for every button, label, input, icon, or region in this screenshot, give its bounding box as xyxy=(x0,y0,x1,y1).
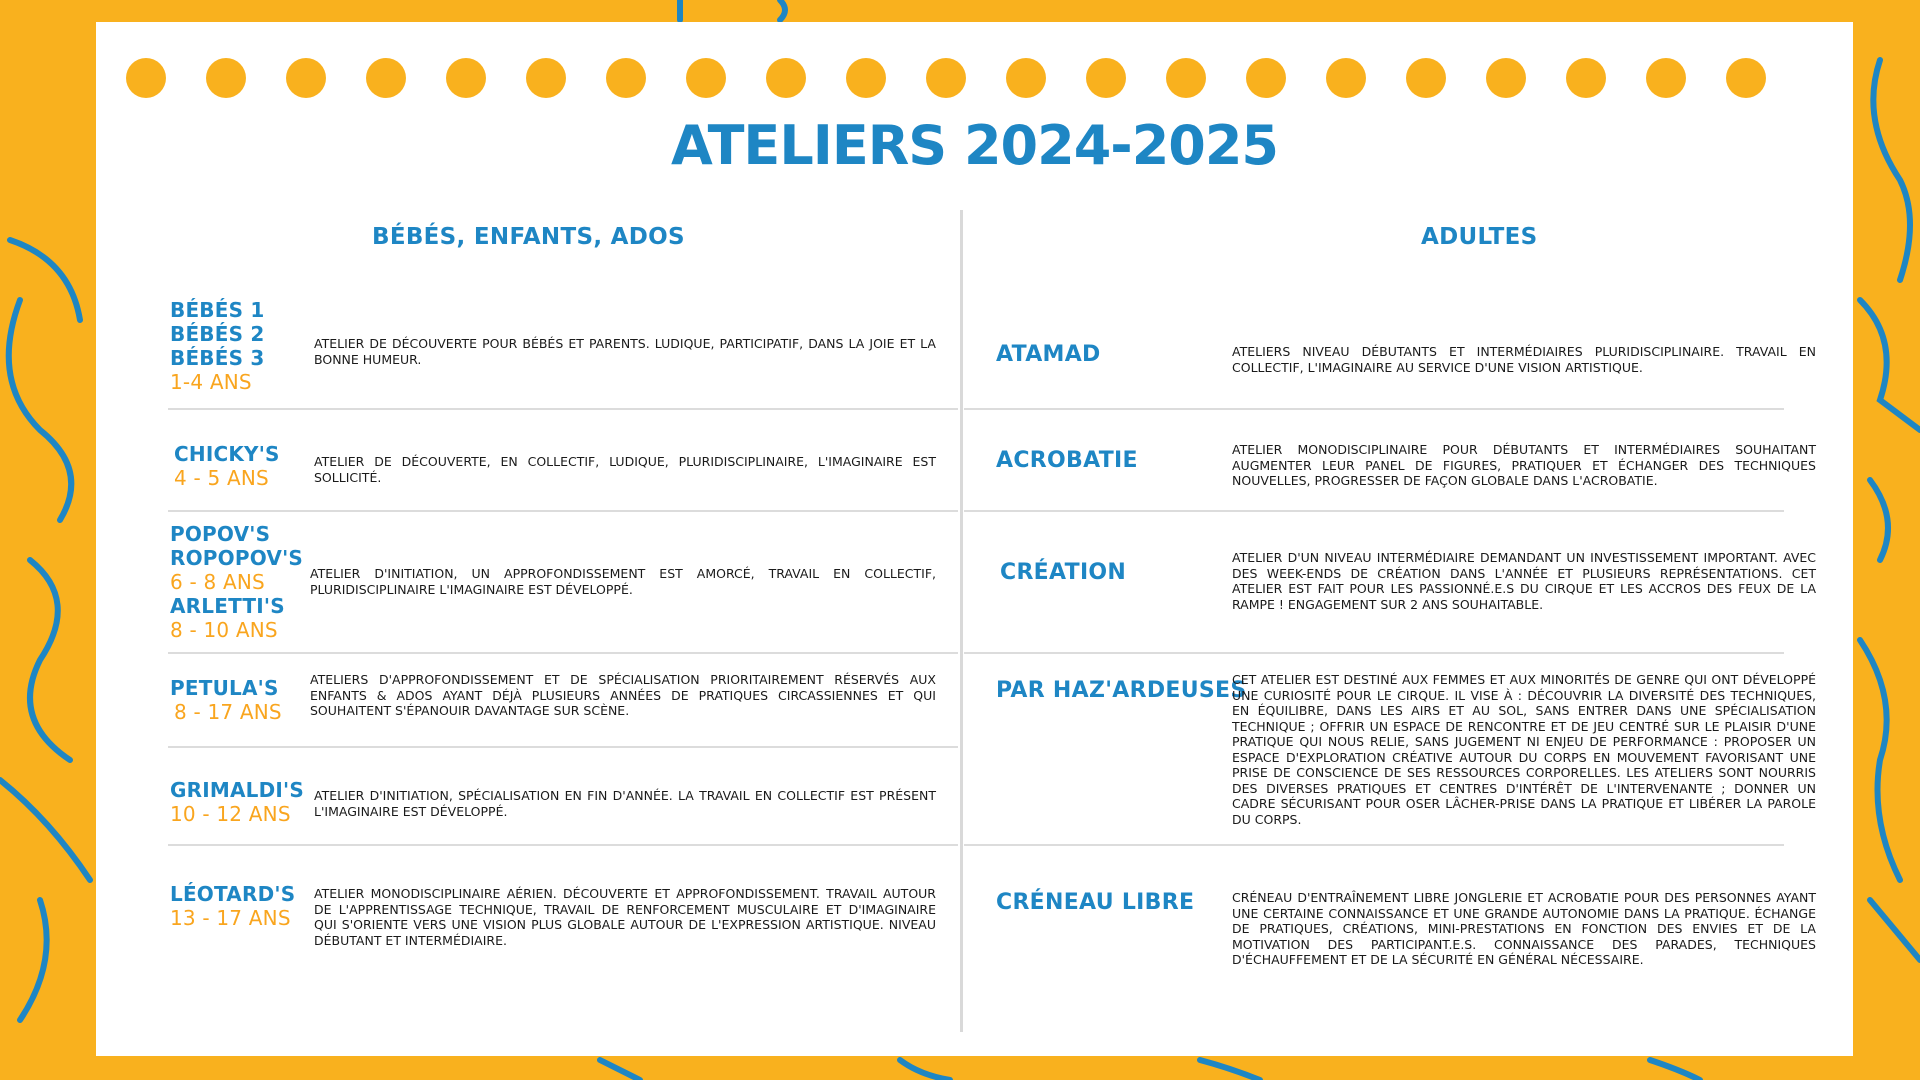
left-column-header: BÉBÉS, ENFANTS, ADOS xyxy=(372,224,685,250)
binder-dot xyxy=(766,58,806,98)
column-divider xyxy=(960,210,963,1032)
workshop-description: ATELIER DE DÉCOUVERTE POUR BÉBÉS ET PARENTS. LUDIQUE, PARTICIPATIF, DANS LA JOIE ET LA BONNE HUMEUR. xyxy=(314,336,936,367)
age-range: 4 - 5 ANS xyxy=(174,466,269,490)
workshop-name: PAR HAZ'ARDEUSES xyxy=(996,678,1247,703)
workshop-description: ATELIER D'INITIATION, SPÉCIALISATION EN FIN D'ANNÉE. LA TRAVAIL EN COLLECTIF EST PRÉSENT L'IMAGINAIRE EST DÉVELOPPÉ. xyxy=(314,788,936,819)
workshop-name xyxy=(170,522,303,642)
workshop-name-line: CHICKY'S xyxy=(174,442,280,466)
binder-dots xyxy=(126,58,1826,100)
binder-dot xyxy=(926,58,966,98)
binder-dot xyxy=(606,58,646,98)
schedule-card xyxy=(96,22,1853,1056)
workshop-description: CET ATELIER EST DESTINÉ AUX FEMMES ET AUX MINORITÉS DE GENRE QUI ONT DÉVELOPPÉ UNE CURIOSITÉ POUR LE CIRQUE. IL VISE À : DÉCOUVRIR LA DIVERSITÉ DES TECHNIQUES, EN ÉQUILIBRE, DANS LES AIRS ET AU SOL, SANS ENTRER DANS UNE SPÉCIALISATION TECHNIQUE ; OFFRIR UN ESPACE DE RENCONTRE ET DE JEU CENTRÉ SUR LE PLAISIR D'UNE PRATIQUE QUI NOUS RELIE, SANS JUGEMENT NI ENJEU DE PERFORMANCE : PROPOSER UN ESPACE D'EXPLORATION CRÉATIVE AUTOUR DU CORPS EN MOUVEMENT FAVORISANT UNE PRISE DE CONSCIENCE DE SES RESSOURCES CORPORELLES. LES ATELIERS SONT NOURRIS DES DIVERSES PRATIQUES ET CENTRES D'INTÉRÊT DE L'INTERVENANTE ; DONNER UN CADRE SÉCURISANT POUR OSER LÂCHER-PRISE DANS LA PRATIQUE ET LIBÉRER LA PAROLE DU CORPS. xyxy=(1232,672,1816,827)
workshop-name-line: PETULA'S xyxy=(170,676,279,700)
row-divider xyxy=(168,510,958,512)
workshop-name xyxy=(170,882,295,930)
row-divider xyxy=(168,652,958,654)
binder-dot xyxy=(1246,58,1286,98)
workshop-name xyxy=(170,298,265,394)
workshop-description: ATELIER D'INITIATION, UN APPROFONDISSEMENT EST AMORCÉ, TRAVAIL EN COLLECTIF, PLURIDISCIPLINAIRE L'IMAGINAIRE EST DÉVELOPPÉ. xyxy=(310,566,936,597)
workshop-name: CRÉATION xyxy=(1000,560,1127,585)
binder-dot xyxy=(686,58,726,98)
row-divider xyxy=(168,408,958,410)
binder-dot xyxy=(126,58,166,98)
binder-dot xyxy=(526,58,566,98)
binder-dot xyxy=(366,58,406,98)
workshop-description: ATELIER DE DÉCOUVERTE, EN COLLECTIF, LUDIQUE, PLURIDISCIPLINAIRE, L'IMAGINAIRE EST SOLLICITÉ. xyxy=(314,454,936,485)
workshop-name xyxy=(174,442,280,490)
binder-dot xyxy=(846,58,886,98)
binder-dot xyxy=(446,58,486,98)
binder-dot xyxy=(1086,58,1126,98)
workshop-name-line: BÉBÉS 1 xyxy=(170,298,265,322)
binder-dot xyxy=(1326,58,1366,98)
workshop-name-line: LÉOTARD'S xyxy=(170,882,296,906)
workshop-description: CRÉNEAU D'ENTRAÎNEMENT LIBRE JONGLERIE ET ACROBATIE POUR DES PERSONNES AYANT UNE CERTAINE CONNAISSANCE ET UNE GRANDE AUTONOMIE DANS LA PRATIQUE. ÉCHANGE DE PRATIQUES, CRÉATIONS, MINI-PRESTATIONS EN FONCTION DES ENVIES ET DE LA MOTIVATION DES PARTICIPANT.E.S. CONNAISSANCE DES PARADES, TECHNIQUES D'ÉCHAUFFEMENT ET DE LA SÉCURITÉ EN GÉNÉRAL NÉCESSAIRE. xyxy=(1232,890,1816,967)
age-range: 8 - 17 ANS xyxy=(174,700,282,724)
workshop-name xyxy=(170,778,304,826)
workshop-name-line: BÉBÉS 3 xyxy=(170,346,265,370)
row-divider xyxy=(964,408,1784,410)
binder-dot xyxy=(1406,58,1446,98)
binder-dot xyxy=(286,58,326,98)
row-divider xyxy=(168,746,958,748)
age-range: 1-4 ANS xyxy=(170,370,252,394)
age-range: 6 - 8 ANS xyxy=(170,570,265,594)
row-divider xyxy=(168,844,958,846)
binder-dot xyxy=(1566,58,1606,98)
workshop-description: ATELIERS NIVEAU DÉBUTANTS ET INTERMÉDIAIRES PLURIDISCIPLINAIRE. TRAVAIL EN COLLECTIF, L'IMAGINAIRE AU SERVICE D'UNE VISION ARTISTIQUE. xyxy=(1232,344,1816,375)
workshop-name-line: POPOV'S xyxy=(170,522,271,546)
row-divider xyxy=(964,652,1784,654)
row-divider xyxy=(964,844,1784,846)
workshop-description: ATELIER MONODISCIPLINAIRE POUR DÉBUTANTS ET INTERMÉDIAIRES SOUHAITANT AUGMENTER LEUR PANEL DE FIGURES, PRATIQUER ET ÉCHANGER DES TECHNIQUES NOUVELLES, PROGRESSER DE FAÇON GLOBALE DANS L'ACROBATIE. xyxy=(1232,442,1816,488)
age-range: 13 - 17 ANS xyxy=(170,906,291,930)
binder-dot xyxy=(1166,58,1206,98)
workshop-name-line: BÉBÉS 2 xyxy=(170,322,265,346)
page-title: ATELIERS 2024-2025 xyxy=(671,114,1278,177)
workshop-name-line: GRIMALDI'S xyxy=(170,778,304,802)
right-column-header: ADULTES xyxy=(1421,224,1538,250)
workshop-name: ATAMAD xyxy=(996,342,1101,367)
binder-dot xyxy=(1646,58,1686,98)
binder-dot xyxy=(206,58,246,98)
age-range: 10 - 12 ANS xyxy=(170,802,291,826)
workshop-name-line: ROPOPOV'S xyxy=(170,546,303,570)
row-divider xyxy=(964,510,1784,512)
age-range: 8 - 10 ANS xyxy=(170,618,278,642)
workshop-description: ATELIER D'UN NIVEAU INTERMÉDIAIRE DEMANDANT UN INVESTISSEMENT IMPORTANT. AVEC DES WEEK-ENDS DE CRÉATION DANS L'ANNÉE ET PLUSIEURS REPRÉSENTATIONS. CET ATELIER EST FAIT POUR LES PASSIONNÉ.E.S DU CIRQUE ET LES ACCROS DES FEUX DE LA RAMPE ! ENGAGEMENT SUR 2 ANS SOUHAITABLE. xyxy=(1232,550,1816,612)
workshop-name xyxy=(170,676,282,724)
workshop-name: CRÉNEAU LIBRE xyxy=(996,890,1195,915)
binder-dot xyxy=(1486,58,1526,98)
binder-dot xyxy=(1006,58,1046,98)
binder-dot xyxy=(1726,58,1766,98)
workshop-description: ATELIERS D'APPROFONDISSEMENT ET DE SPÉCIALISATION PRIORITAIREMENT RÉSERVÉS AUX ENFANTS & ADOS AYANT DÉJÀ PLUSIEURS ANNÉES DE PRATIQUES CIRCASSIENNES ET QUI SOUHAITENT S'ÉPANOUIR DAVANTAGE SUR SCÈNE. xyxy=(310,672,936,718)
workshop-name: ACROBATIE xyxy=(996,448,1138,473)
workshop-name-line: ARLETTI'S xyxy=(170,594,285,618)
workshop-description: ATELIER MONODISCIPLINAIRE AÉRIEN. DÉCOUVERTE ET APPROFONDISSEMENT. TRAVAIL AUTOUR DE L'APPRENTISSAGE TECHNIQUE, TRAVAIL DE RENFORCEMENT MUSCULAIRE ET D'IMAGINAIRE QUI S'ORIENTE VERS UNE VISION PLUS GLOBALE AUTOUR DE L'EXPRESSION ARTISTIQUE. NIVEAU DÉBUTANT ET INTERMÉDIAIRE. xyxy=(314,886,936,948)
